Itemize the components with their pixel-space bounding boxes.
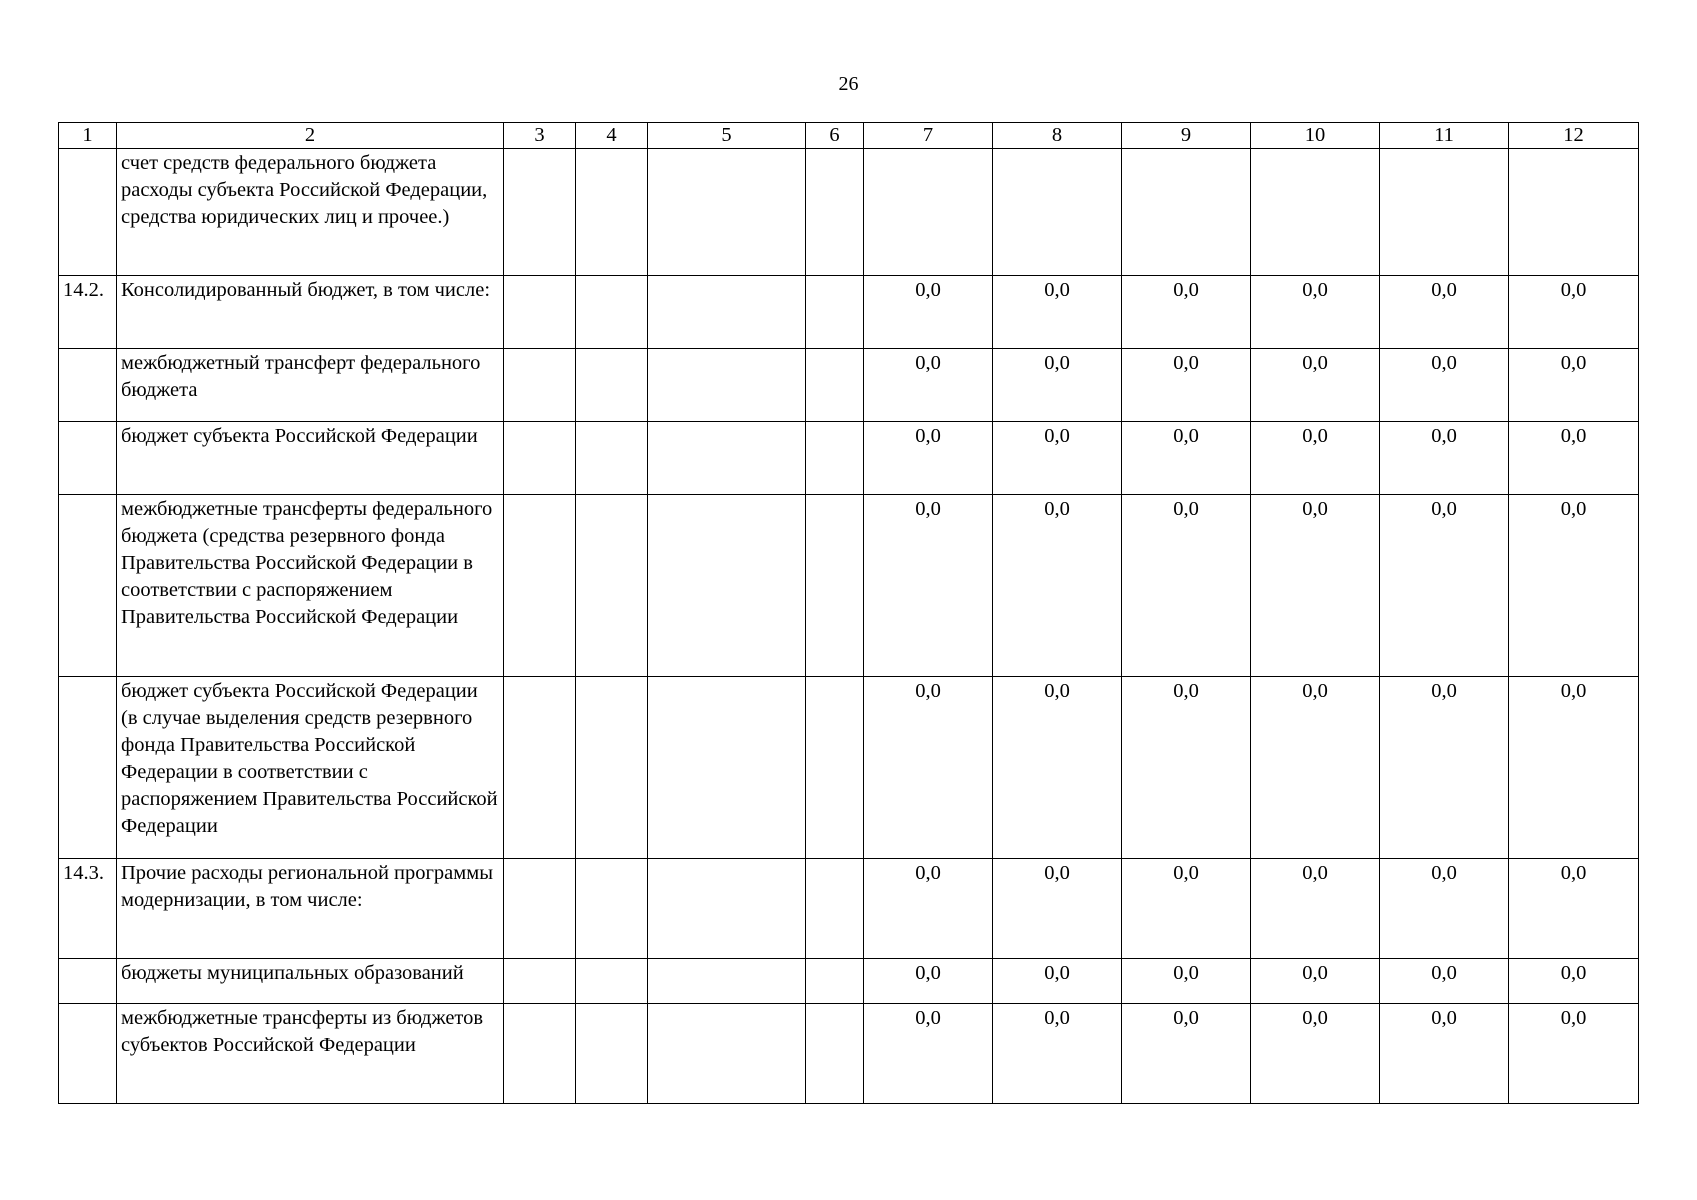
row-value bbox=[648, 959, 806, 1004]
column-header: 12 bbox=[1509, 123, 1639, 149]
row-value: 0,0 bbox=[1509, 859, 1639, 959]
column-header: 8 bbox=[993, 123, 1122, 149]
row-description: бюджет субъекта Российской Федерации (в случае выделения средств резервного фонда Правительства Российской Федерации в соответствии с распоряжением Правительства Российской Федерации bbox=[117, 677, 504, 859]
row-code bbox=[59, 1004, 117, 1104]
row-value: 0,0 bbox=[1251, 677, 1380, 859]
row-value bbox=[648, 495, 806, 677]
column-header: 5 bbox=[648, 123, 806, 149]
row-value: 0,0 bbox=[1509, 959, 1639, 1004]
row-value: 0,0 bbox=[1380, 1004, 1509, 1104]
row-value bbox=[504, 495, 576, 677]
row-value: 0,0 bbox=[864, 859, 993, 959]
row-value: 0,0 bbox=[993, 495, 1122, 677]
row-value: 0,0 bbox=[1251, 276, 1380, 349]
row-value bbox=[504, 959, 576, 1004]
row-value: 0,0 bbox=[864, 959, 993, 1004]
row-value bbox=[648, 859, 806, 959]
row-description: Прочие расходы региональной программы модернизации, в том числе: bbox=[117, 859, 504, 959]
row-value bbox=[1122, 149, 1251, 276]
row-value bbox=[806, 1004, 864, 1104]
row-code bbox=[59, 677, 117, 859]
column-header: 2 bbox=[117, 123, 504, 149]
row-code: 14.3. bbox=[59, 859, 117, 959]
row-value bbox=[504, 276, 576, 349]
row-value bbox=[648, 149, 806, 276]
row-value: 0,0 bbox=[1509, 422, 1639, 495]
column-header: 6 bbox=[806, 123, 864, 149]
row-value bbox=[504, 422, 576, 495]
row-description: счет средств федерального бюджета расходы субъекта Российской Федерации, средства юридических лиц и прочее.) bbox=[117, 149, 504, 276]
column-header: 10 bbox=[1251, 123, 1380, 149]
row-value: 0,0 bbox=[1380, 495, 1509, 677]
row-value: 0,0 bbox=[993, 959, 1122, 1004]
row-value bbox=[806, 149, 864, 276]
row-value: 0,0 bbox=[1122, 276, 1251, 349]
row-value: 0,0 bbox=[1122, 349, 1251, 422]
budget-table bbox=[58, 122, 1639, 1104]
row-value bbox=[806, 495, 864, 677]
row-value: 0,0 bbox=[1122, 959, 1251, 1004]
row-description: межбюджетный трансферт федерального бюджета bbox=[117, 349, 504, 422]
row-value bbox=[1509, 149, 1639, 276]
table-row bbox=[59, 959, 1639, 1004]
row-value bbox=[1380, 149, 1509, 276]
row-value: 0,0 bbox=[864, 495, 993, 677]
column-header: 1 bbox=[59, 123, 117, 149]
row-code bbox=[59, 495, 117, 677]
row-description: межбюджетные трансферты федерального бюджета (средства резервного фонда Правительства Российской Федерации в соответствии с распоряжением Правительства Российской Федерации bbox=[117, 495, 504, 677]
row-value bbox=[648, 276, 806, 349]
row-value: 0,0 bbox=[993, 422, 1122, 495]
row-value bbox=[1251, 149, 1380, 276]
row-value: 0,0 bbox=[993, 677, 1122, 859]
page-number: 26 bbox=[838, 73, 859, 95]
row-value: 0,0 bbox=[993, 1004, 1122, 1104]
table-row bbox=[59, 1004, 1639, 1104]
row-value bbox=[504, 859, 576, 959]
row-value bbox=[576, 859, 648, 959]
row-value: 0,0 bbox=[1122, 422, 1251, 495]
row-code bbox=[59, 422, 117, 495]
row-value bbox=[806, 349, 864, 422]
row-value: 0,0 bbox=[1509, 677, 1639, 859]
row-value: 0,0 bbox=[864, 349, 993, 422]
row-value: 0,0 bbox=[1380, 859, 1509, 959]
row-description: бюджет субъекта Российской Федерации bbox=[117, 422, 504, 495]
row-value bbox=[806, 959, 864, 1004]
table-row bbox=[59, 349, 1639, 422]
column-header: 7 bbox=[864, 123, 993, 149]
row-value bbox=[864, 149, 993, 276]
row-code bbox=[59, 149, 117, 276]
column-header: 9 bbox=[1122, 123, 1251, 149]
row-value bbox=[576, 959, 648, 1004]
row-value: 0,0 bbox=[864, 422, 993, 495]
row-value bbox=[576, 349, 648, 422]
row-value: 0,0 bbox=[993, 276, 1122, 349]
row-value: 0,0 bbox=[1380, 276, 1509, 349]
row-value: 0,0 bbox=[1122, 859, 1251, 959]
column-header-row bbox=[59, 123, 1639, 149]
row-value: 0,0 bbox=[1509, 276, 1639, 349]
row-value: 0,0 bbox=[1509, 1004, 1639, 1104]
row-value bbox=[576, 422, 648, 495]
row-value bbox=[806, 422, 864, 495]
row-value: 0,0 bbox=[993, 859, 1122, 959]
row-value: 0,0 bbox=[1251, 959, 1380, 1004]
row-value: 0,0 bbox=[864, 276, 993, 349]
column-header: 3 bbox=[504, 123, 576, 149]
row-value: 0,0 bbox=[1380, 677, 1509, 859]
column-header: 11 bbox=[1380, 123, 1509, 149]
row-value bbox=[576, 276, 648, 349]
table-row bbox=[59, 422, 1639, 495]
row-value: 0,0 bbox=[1122, 495, 1251, 677]
row-value: 0,0 bbox=[1251, 1004, 1380, 1104]
row-description: межбюджетные трансферты из бюджетов субъектов Российской Федерации bbox=[117, 1004, 504, 1104]
row-description: Консолидированный бюджет, в том числе: bbox=[117, 276, 504, 349]
row-value: 0,0 bbox=[1251, 859, 1380, 959]
row-code bbox=[59, 349, 117, 422]
row-value bbox=[648, 1004, 806, 1104]
row-value: 0,0 bbox=[1251, 495, 1380, 677]
row-value bbox=[504, 149, 576, 276]
row-value: 0,0 bbox=[1509, 495, 1639, 677]
row-value bbox=[806, 859, 864, 959]
row-value: 0,0 bbox=[1122, 1004, 1251, 1104]
row-value bbox=[648, 422, 806, 495]
row-value bbox=[504, 349, 576, 422]
row-value bbox=[504, 1004, 576, 1104]
row-value bbox=[806, 677, 864, 859]
row-value: 0,0 bbox=[864, 1004, 993, 1104]
row-value bbox=[806, 276, 864, 349]
row-value: 0,0 bbox=[1122, 677, 1251, 859]
row-description: бюджеты муниципальных образований bbox=[117, 959, 504, 1004]
row-value bbox=[648, 349, 806, 422]
table-row bbox=[59, 495, 1639, 677]
row-value bbox=[648, 677, 806, 859]
row-value bbox=[576, 149, 648, 276]
row-value: 0,0 bbox=[1380, 422, 1509, 495]
row-value bbox=[576, 1004, 648, 1104]
row-value bbox=[576, 677, 648, 859]
row-value bbox=[993, 149, 1122, 276]
table-row bbox=[59, 276, 1639, 349]
row-value bbox=[576, 495, 648, 677]
table-row bbox=[59, 859, 1639, 959]
table-row bbox=[59, 677, 1639, 859]
row-value: 0,0 bbox=[1509, 349, 1639, 422]
row-value: 0,0 bbox=[864, 677, 993, 859]
row-value: 0,0 bbox=[1251, 422, 1380, 495]
row-value: 0,0 bbox=[993, 349, 1122, 422]
row-code: 14.2. bbox=[59, 276, 117, 349]
row-value bbox=[504, 677, 576, 859]
column-header: 4 bbox=[576, 123, 648, 149]
row-value: 0,0 bbox=[1380, 959, 1509, 1004]
row-value: 0,0 bbox=[1380, 349, 1509, 422]
row-value: 0,0 bbox=[1251, 349, 1380, 422]
table-row bbox=[59, 149, 1639, 276]
row-code bbox=[59, 959, 117, 1004]
